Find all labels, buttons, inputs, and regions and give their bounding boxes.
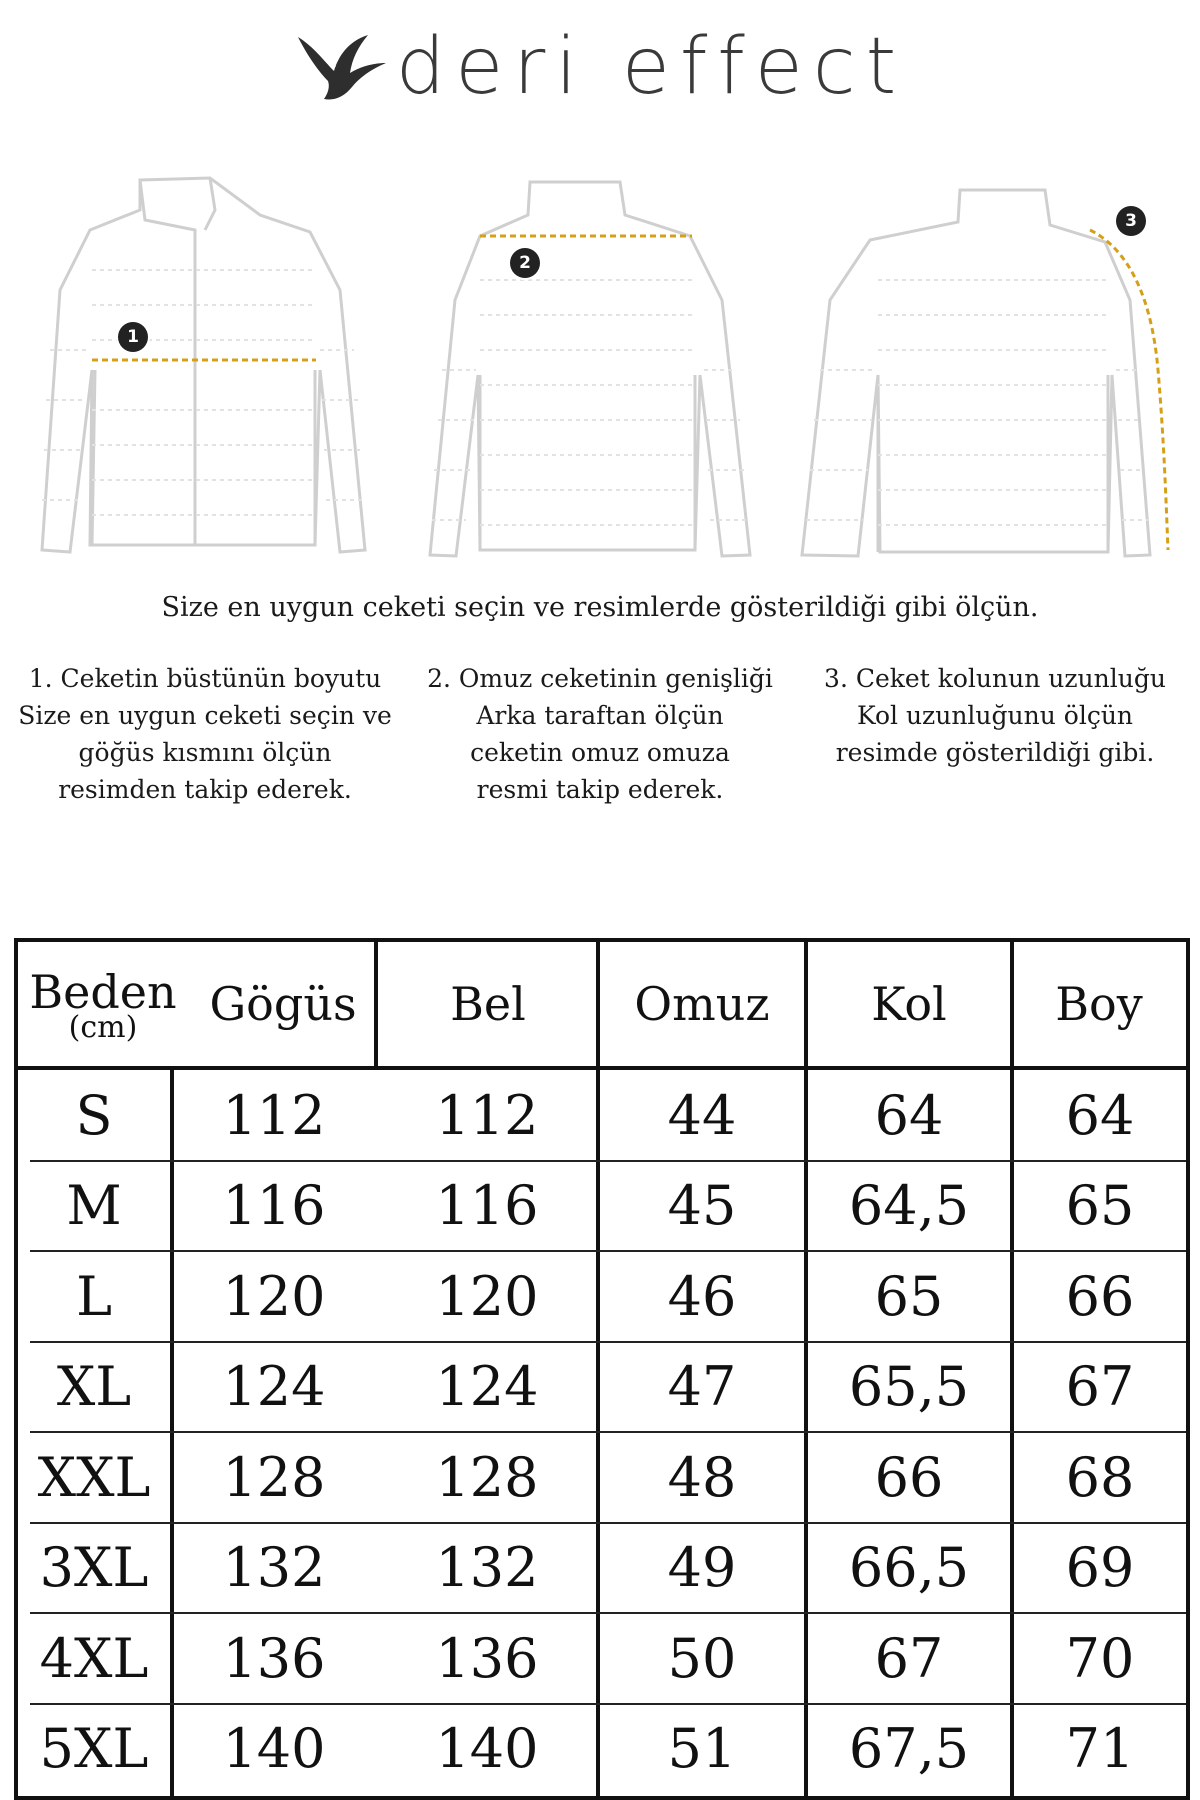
measure-cell: 65,5 xyxy=(848,1355,970,1419)
header-beden xyxy=(18,942,188,1066)
instruction-chest xyxy=(15,660,395,808)
header-bel xyxy=(378,942,598,1066)
measure-cell: 124 xyxy=(435,1355,539,1419)
size-label-cell: XL xyxy=(56,1355,132,1419)
header-label: Bel xyxy=(450,977,526,1031)
instruction-line: Kol uzunluğunu ölçün xyxy=(856,701,1134,730)
size-label-cell: S xyxy=(75,1083,113,1147)
instruction-line: 1. Ceketin büstünün boyutu xyxy=(28,664,382,693)
measure-cell: 66,5 xyxy=(848,1536,970,1600)
header-kol xyxy=(806,942,1012,1066)
size-label-cell: 5XL xyxy=(39,1717,149,1781)
grid-line xyxy=(374,942,378,1066)
jacket-back-outline xyxy=(410,170,780,570)
eagle-logo-icon xyxy=(294,27,390,107)
instruction-line: Size en uygun ceketi seçin ve xyxy=(18,701,392,730)
header-label: Boy xyxy=(1055,977,1143,1031)
header-gogus xyxy=(188,942,378,1066)
measure-cell: 67,5 xyxy=(848,1717,970,1781)
measure-cell: 48 xyxy=(667,1445,737,1509)
jacket-front-figure xyxy=(20,170,390,570)
sleeve-measure-line xyxy=(1090,230,1168,550)
size-label-cell: 3XL xyxy=(39,1536,149,1600)
instruction-sleeve xyxy=(805,660,1185,771)
measure-cell: 128 xyxy=(222,1445,326,1509)
marker-2: 2 xyxy=(510,248,540,278)
measure-cell: 112 xyxy=(435,1083,539,1147)
measure-cell: 51 xyxy=(667,1717,737,1781)
marker-1: 1 xyxy=(118,322,148,352)
measure-cell: 44 xyxy=(667,1083,737,1147)
measure-cell: 116 xyxy=(222,1174,326,1238)
jacket-front-outline xyxy=(20,170,390,570)
measure-cell: 136 xyxy=(435,1626,539,1690)
measure-cell: 49 xyxy=(667,1536,737,1600)
jacket-back-shoulder-figure xyxy=(410,170,780,570)
instruction-line: resimden takip ederek. xyxy=(58,775,352,804)
header-label: Kol xyxy=(871,977,947,1031)
measure-cell: 70 xyxy=(1065,1626,1135,1690)
measure-cell: 132 xyxy=(222,1536,326,1600)
measure-cell: 112 xyxy=(222,1083,326,1147)
measure-cell: 66 xyxy=(1065,1264,1135,1328)
measure-cell: 46 xyxy=(667,1264,737,1328)
measure-cell: 120 xyxy=(435,1264,539,1328)
measure-cell: 65 xyxy=(874,1264,944,1328)
measure-cell: 67 xyxy=(874,1626,944,1690)
size-label-cell: M xyxy=(66,1174,122,1238)
size-label-cell: XXL xyxy=(37,1445,151,1509)
size-label-cell: L xyxy=(76,1264,112,1328)
measure-cell: 136 xyxy=(222,1626,326,1690)
instruction-line: 2. Omuz ceketinin genişliği xyxy=(427,664,773,693)
size-label-cell: 4XL xyxy=(39,1626,149,1690)
measure-cell: 69 xyxy=(1065,1536,1135,1600)
measure-cell: 132 xyxy=(435,1536,539,1600)
measure-cell: 71 xyxy=(1065,1717,1135,1781)
header-label: Gögüs xyxy=(209,977,357,1031)
measure-cell: 116 xyxy=(435,1174,539,1238)
header-unit: (cm) xyxy=(68,1010,138,1045)
measure-cell: 67 xyxy=(1065,1355,1135,1419)
instruction-line: resmi takip ederek. xyxy=(476,775,724,804)
instruction-line: 3. Ceket kolunun uzunluğu xyxy=(824,664,1166,693)
measure-cell: 120 xyxy=(222,1264,326,1328)
header-label: Omuz xyxy=(634,977,770,1031)
header-boy xyxy=(1012,942,1186,1066)
brand-header xyxy=(0,22,1200,112)
jacket-sleeve-outline xyxy=(800,170,1170,570)
measure-cell: 140 xyxy=(222,1717,326,1781)
instruction-line: göğüs kısmını ölçün xyxy=(78,738,332,767)
instruction-line: ceketin omuz omuza xyxy=(470,738,730,767)
measure-cell: 128 xyxy=(435,1445,539,1509)
marker-3: 3 xyxy=(1116,206,1146,236)
measure-cell: 47 xyxy=(667,1355,737,1419)
measure-cell: 65 xyxy=(1065,1174,1135,1238)
measure-cell: 68 xyxy=(1065,1445,1135,1509)
measure-cell: 64 xyxy=(1065,1083,1135,1147)
measure-cell: 140 xyxy=(435,1717,539,1781)
lead-text: Size en uygun ceketi seçin ve resimlerde gösterildiği gibi ölçün. xyxy=(161,592,1039,623)
measure-cell: 66 xyxy=(874,1445,944,1509)
measure-cell: 124 xyxy=(222,1355,326,1419)
brand-name: deri effect xyxy=(395,22,907,112)
measure-cell: 50 xyxy=(667,1626,737,1690)
jacket-back-sleeve-figure xyxy=(800,170,1170,570)
header-label: Beden xyxy=(29,965,177,1019)
instruction-line: resimde gösterildiği gibi. xyxy=(835,738,1155,767)
instruction-shoulder xyxy=(410,660,790,808)
header-omuz xyxy=(598,942,806,1066)
size-table xyxy=(14,938,1190,1800)
measure-cell: 64 xyxy=(874,1083,944,1147)
instruction-line: Arka taraftan ölçün xyxy=(476,701,724,730)
measure-cell: 45 xyxy=(667,1174,737,1238)
measure-cell: 64,5 xyxy=(848,1174,970,1238)
